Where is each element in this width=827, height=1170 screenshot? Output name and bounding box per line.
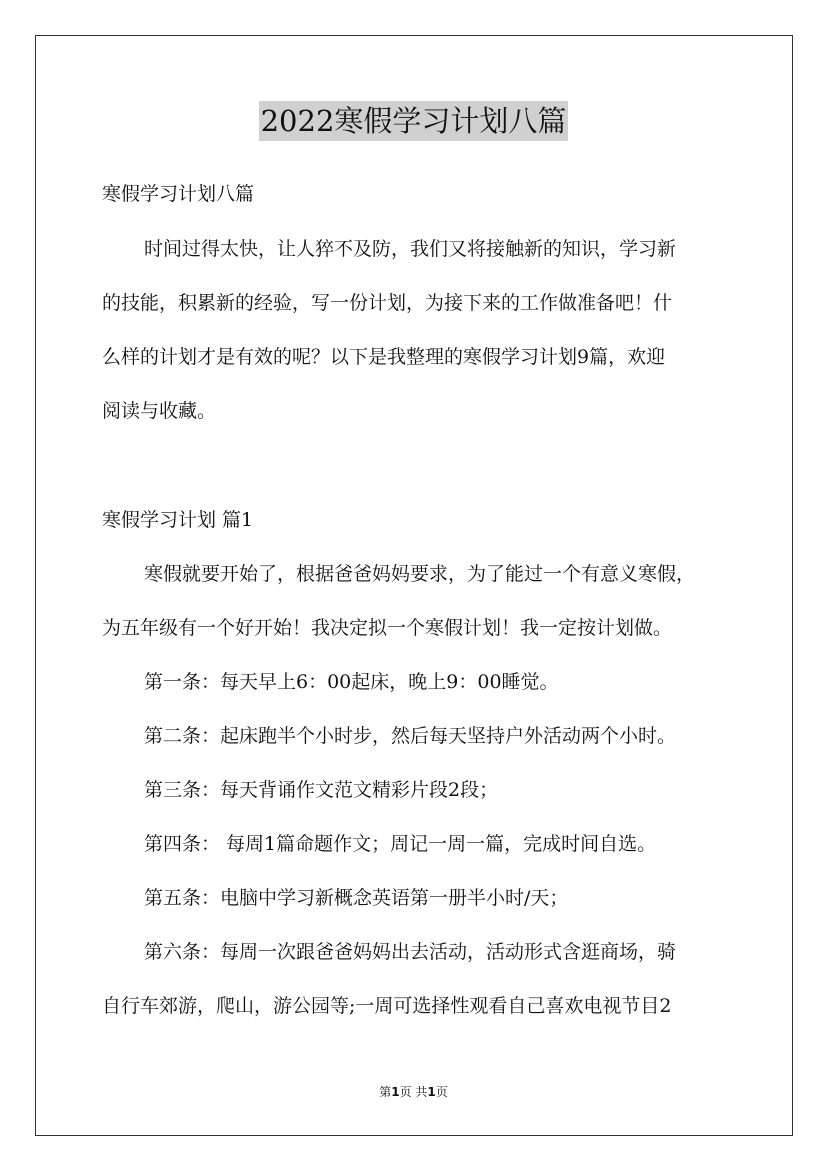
intro-line: 时间过得太快，让人猝不及防，我们又将接触新的知识，学习新 xyxy=(144,238,677,260)
title-container xyxy=(0,101,827,141)
footer-mid: 页 共 xyxy=(399,1085,428,1099)
rule-item: 第四条： 每周1篇命题作文；周记一周一篇，完成时间自选。 xyxy=(144,833,657,855)
footer-suffix: 页 xyxy=(435,1085,448,1099)
intro-line: 么样的计划才是有效的呢？以下是我整理的寒假学习计划9篇，欢迎 xyxy=(102,346,666,368)
page-footer xyxy=(0,1083,827,1100)
rule-item: 第三条：每天背诵作文范文精彩片段2段； xyxy=(144,779,499,801)
document-title: 2022寒假学习计划八篇 xyxy=(259,101,569,141)
paragraph-line: 为五年级有一个好开始！我决定拟一个寒假计划！我一定按计划做。 xyxy=(102,617,673,639)
rule-item: 第一条：每天早上6：00起床，晚上9：00睡觉。 xyxy=(144,671,559,693)
rule-item: 第六条：每周一次跟爸爸妈妈出去活动，活动形式含逛商场，骑 xyxy=(144,941,677,963)
intro-line: 的技能，积累新的经验，写一份计划，为接下来的工作做准备吧！什 xyxy=(102,292,673,314)
subtitle: 寒假学习计划八篇 xyxy=(102,183,255,205)
footer-page-total: 1 xyxy=(427,1085,436,1099)
rule-item: 第五条：电脑中学习新概念英语第一册半小时/天； xyxy=(144,887,569,909)
footer-prefix: 第 xyxy=(379,1085,392,1099)
footer-page-number: 1 xyxy=(391,1085,400,1099)
rule-item: 第二条：起床跑半个小时步，然后每天坚持户外活动两个小时。 xyxy=(144,725,677,747)
paragraph-line: 寒假就要开始了，根据爸爸妈妈要求，为了能过一个有意义寒假， xyxy=(144,563,696,585)
rule-continuation: 自行车郊游，爬山，游公园等;一周可选择性观看自己喜欢电视节目2 xyxy=(102,995,672,1017)
intro-line: 阅读与收藏。 xyxy=(102,400,217,422)
section-heading: 寒假学习计划 篇1 xyxy=(102,509,254,531)
